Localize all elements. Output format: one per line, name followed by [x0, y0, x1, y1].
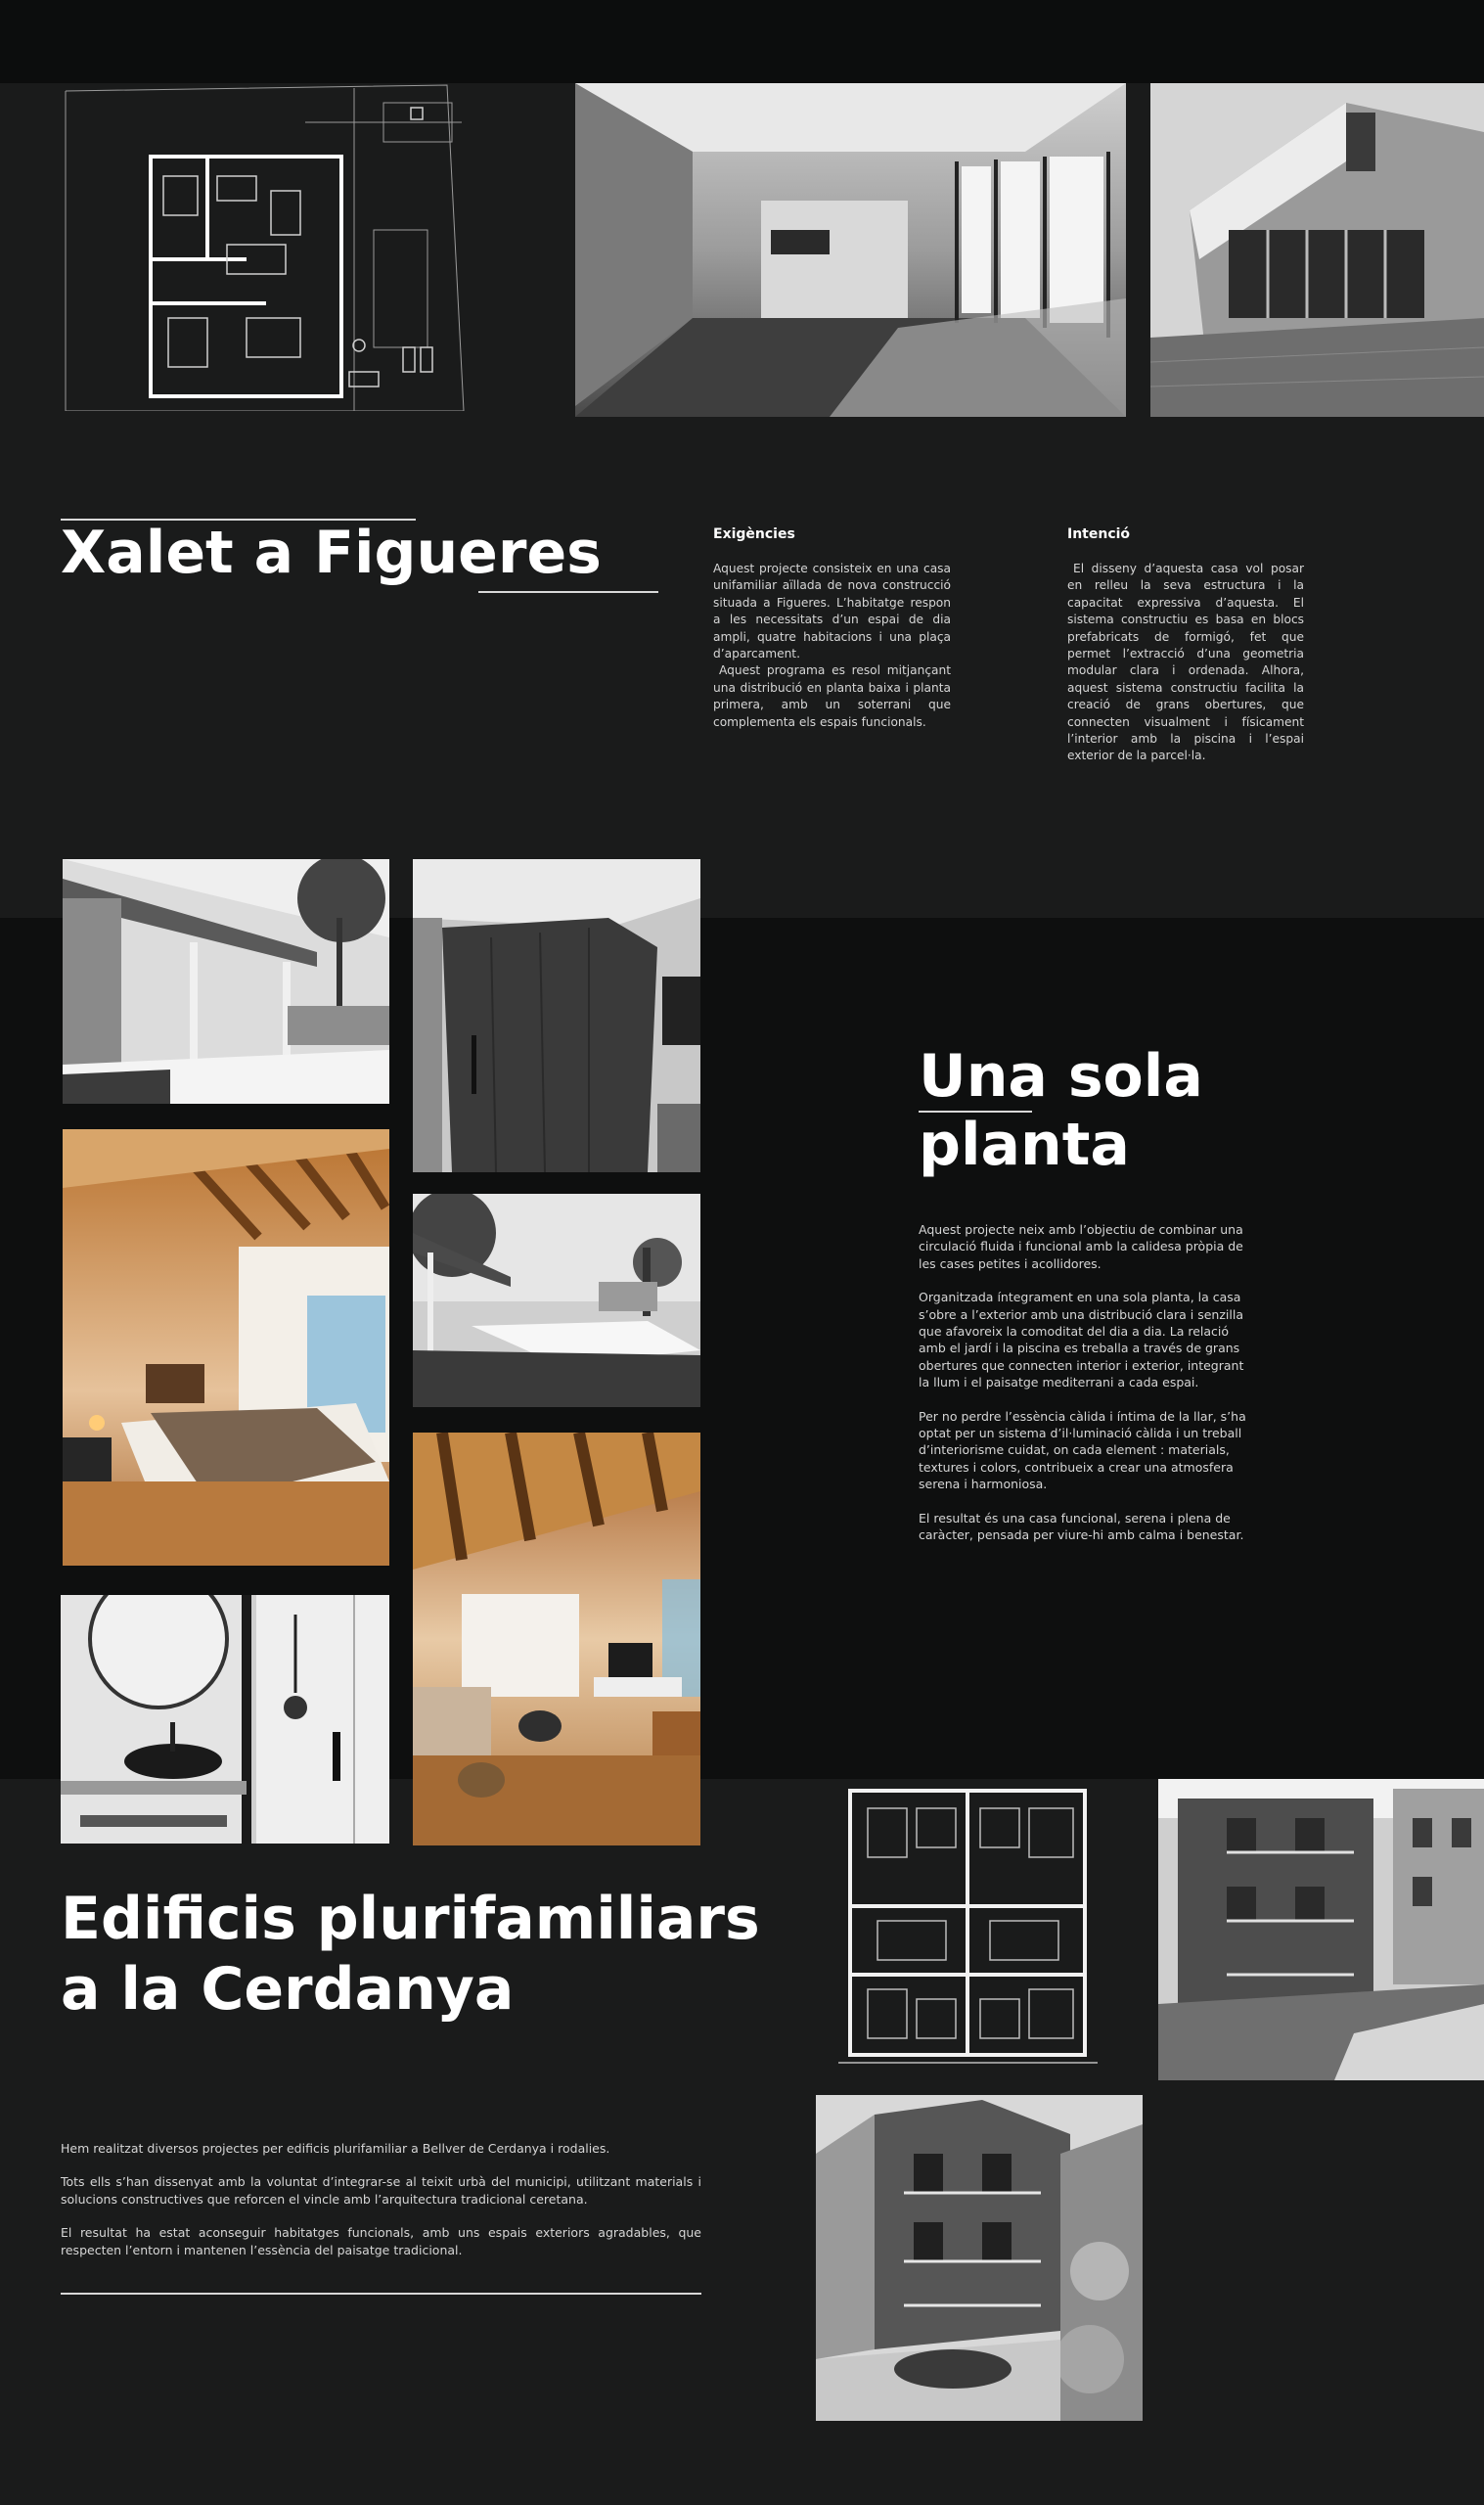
text-sola-planta	[919, 1221, 1246, 1561]
intencio-p1: El disseny d’aquesta casa vol posar en relleu la seva estructura i la capacitat expressiva d’aquesta. El sistema constructiu es basa en blocs prefabricats de formigó, fet que permet l’extracció d’una geometria modular clara i ordenada. Alhora, aquest sistema constructiu facilita la creació de grans obertures, que connecten visualment i físicament l’interior amb la piscina i l’espai exterior de la parcel·la.	[1067, 562, 1304, 763]
edificis-paragraph-2: Tots ells s’han dissenyat amb la voluntat d’integrar-se al teixit urbà del municipi, utilitzant materials i solucions constructives que reforcen el vincle amb l’arquitectura tradicional ceretana.	[61, 2174, 701, 2207]
photo-porch	[63, 859, 389, 1104]
text-exigencies	[713, 561, 951, 731]
heading-exigencies: Exigències	[713, 526, 795, 542]
sola-paragraph-3: Per no perdre l’essència càlida i íntima de la llar, s’ha optat per un sistema d’il·luminació càlida i un treball d’interiorisme cuidat, on cada element : materials, textures i colors, contribueix a crear una atmosfera serena i harmoniosa.	[919, 1408, 1246, 1492]
floor-plan-figueres	[61, 83, 472, 411]
photo-bedroom	[63, 1129, 389, 1566]
edificis-paragraph-1: Hem realitzat diversos projectes per edificis plurifamiliar a Bellver de Cerdanya i rodalies.	[61, 2141, 610, 2156]
edificis-bottom-rule	[61, 2293, 701, 2295]
sola-paragraph-2: Organitzada íntegrament en una sola planta, la casa s’obre a l’exterior amb una distribució clara i senzilla que afavoreix la comoditat del dia a dia. La relació amb el jardí i la piscina es treballa a través de grans obertures que connecten interior i exterior, integrant la llum i el paisatge mediterrani a cada espai.	[919, 1290, 1244, 1390]
photo-living-room	[413, 1433, 700, 1845]
title-rule-bottom	[478, 591, 658, 593]
text-intencio	[1067, 561, 1304, 765]
photo-stone-building-1	[1158, 1779, 1484, 2080]
floor-plan-cerdanya	[838, 1779, 1098, 2072]
page-title-edificis	[61, 1884, 760, 2025]
photo-pool	[413, 1194, 700, 1407]
sola-title-line2: planta	[919, 1111, 1130, 1179]
sola-title-line1: Una sola	[919, 1042, 1203, 1111]
photo-wood-door	[413, 859, 700, 1172]
photo-stone-building-2	[816, 2095, 1143, 2421]
top-band	[0, 0, 1484, 83]
sola-paragraph-1: Aquest projecte neix amb l’objectiu de combinar una circulació fluida i funcional amb la calidesa pròpia de les cases petites i acollidores.	[919, 1222, 1243, 1271]
edificis-title-line2: a la Cerdanya	[61, 1955, 515, 2024]
heading-intencio: Intenció	[1067, 526, 1131, 542]
edificis-title-line1: Edificis plurifamiliars	[61, 1885, 760, 1953]
photo-interior-living	[575, 83, 1126, 417]
page-title-sola-planta	[919, 1042, 1203, 1179]
exigencies-p2: Aquest programa es resol mitjançant una distribució en planta baixa i planta primera, amb un soterrani que complementa els espais funcionals.	[713, 663, 951, 729]
exigencies-p1: Aquest projecte consisteix en una casa unifamiliar aïllada de nova construcció situada a Figueres. L’habitatge respon a les necessitats d’un espai de dia ampli, quatre habitacions i una plaça d’aparcament.	[713, 562, 951, 661]
edificis-paragraph-3: El resultat ha estat aconseguir habitatges funcionals, amb uns espais exteriors agradables, que respecten l’entorn i mantenen l’essència del paisatge tradicional.	[61, 2225, 701, 2257]
photo-bathroom	[61, 1595, 389, 1844]
sola-paragraph-4: El resultat és una casa funcional, serena i plena de caràcter, pensada per viure-hi amb calma i benestar.	[919, 1510, 1244, 1543]
photo-exterior-facade	[1150, 83, 1484, 417]
page-title-xalet: Xalet a Figueres	[61, 519, 602, 587]
text-edificis	[61, 2140, 701, 2275]
